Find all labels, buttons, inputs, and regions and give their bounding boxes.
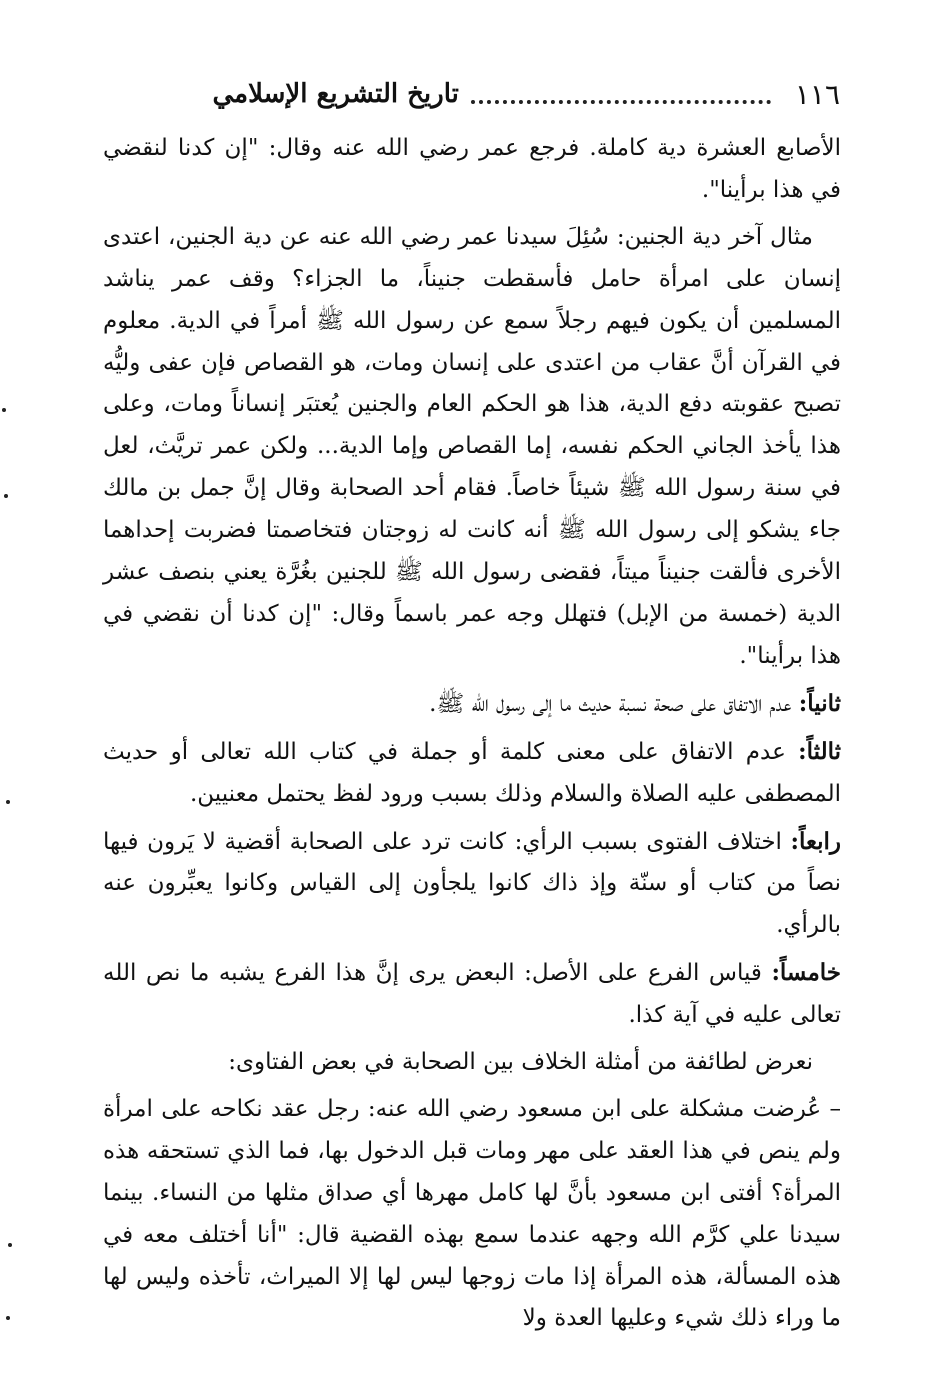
section-label: ثالثاً: xyxy=(798,737,841,765)
paragraph-2 xyxy=(103,217,841,678)
scan-speck xyxy=(2,408,6,412)
paragraph-text: مثال آخر دية الجنين: سُئِلَ سيدنا عمر رضي الله عنه عن دية الجنين، اعتدى إنسان على امرأة حامل فأسقطت جنيناً، ما الجزاء؟ وقف عمر يناشد المسلمين أن يكون فيهم رجلاً سمع عن رسول الله ﷺ أمراً في الدية. معلوم في القرآن أنَّ عقاب من اعتدى على إنسان ومات، هو القصاص فإن عفى وليُّه تصبح عقوبته دفع الدية، هذا هو الحكم العام والجنين يُعتبَر إنساناً ومات، وعلى هذا يأخذ الجاني الحكم نفسه، إما القصاص وإما الدية... ولكن عمر تريَّث، لعل في سنة رسول الله ﷺ شيئاً خاصاً. فقام أحد الصحابة وقال إنَّ جمل بن مالك جاء يشكو إلى رسول الله ﷺ أنه كانت له زوجتان فتخاصمتا فضربت إحداهما الأخرى فألقت جنيناً ميتاً، فقضى رسول الله ﷺ للجنين بغُرَّة يعني بنصف عشر الدية (خمسة من الإبل) فتهلل وجه عمر باسماً وقال: "إن كدنا أن نقضي في هذا برأينا". xyxy=(103,223,841,669)
paragraph-7 xyxy=(103,1042,841,1084)
paragraph-4 xyxy=(103,731,841,816)
scan-speck xyxy=(6,800,10,804)
scan-speck xyxy=(4,494,8,498)
header-dotted-leader xyxy=(471,100,771,104)
section-label: خامساً: xyxy=(771,959,841,987)
paragraph-text: عدم الاتفاق على معنى كلمة أو جملة في كتاب الله تعالى أو حديث المصطفى عليه الصلاة والسلام وذلك بسبب ورود لفظ يحتمل معنيين. xyxy=(103,738,841,807)
paragraph-1 xyxy=(103,128,841,212)
paragraph-text: عدم الاتفاق على صحة نسبة حديث ما إلى رسول الله ﷺ. xyxy=(429,690,792,717)
paragraph-3 xyxy=(103,683,841,726)
section-label: ثانياً: xyxy=(798,689,841,717)
paragraph-text: – عُرضت مشكلة على ابن مسعود رضي الله عنه: رجل عقد نكاحه على امرأة ولم ينص في هذا العقد على مهر ومات قبل الدخول بها، فما الذي تستحقه هذه المرأة؟ أفتى ابن مسعود بأنَّ لها كامل مهرها أي صداق مثلها من النساء. بينما سيدنا علي كرَّم الله وجهه عندما سمع بهذه القضية قال: "أنا أختلف معه في هذه المسألة، هذه المرأة إذا مات زوجها ليس لها إلا الميراث، تأخذه وليس لها ما وراء ذلك شيء وعليها العدة ولا xyxy=(103,1095,841,1332)
paragraph-text: اختلاف الفتوى بسبب الرأي: كانت ترد على الصحابة أقضية لا يَرون فيها نصاً من كتاب أو سنّة وإذ ذاك كانوا يلجأون إلى القياس وكانوا يعبِّرون عنه بالرأي. xyxy=(103,828,841,939)
paragraph-6 xyxy=(103,952,841,1037)
paragraph-text: الأصابع العشرة دية كاملة. فرجع عمر رضي الله عنه وقال: "إن كدنا لنقضي في هذا برأينا". xyxy=(103,135,841,203)
page-body xyxy=(103,128,841,1345)
section-label: رابعاً: xyxy=(790,827,842,855)
paragraph-8 xyxy=(103,1089,841,1340)
page-header xyxy=(100,68,840,120)
paragraph-text: نعرض لطائفة من أمثلة الخلاف بين الصحابة في بعض الفتاوى: xyxy=(228,1049,813,1076)
page-number: ١١٦ xyxy=(794,77,840,111)
book-title: تاريخ التشريع الإسلامي xyxy=(212,79,459,109)
paragraph-5 xyxy=(103,821,841,948)
scan-speck xyxy=(6,1316,10,1320)
paragraph-text: قياس الفرع على الأصل: البعض يرى إنَّ هذا الفرع يشبه ما نص الله تعالى عليه في آية كذا. xyxy=(103,960,841,1029)
scan-speck xyxy=(8,1243,12,1247)
